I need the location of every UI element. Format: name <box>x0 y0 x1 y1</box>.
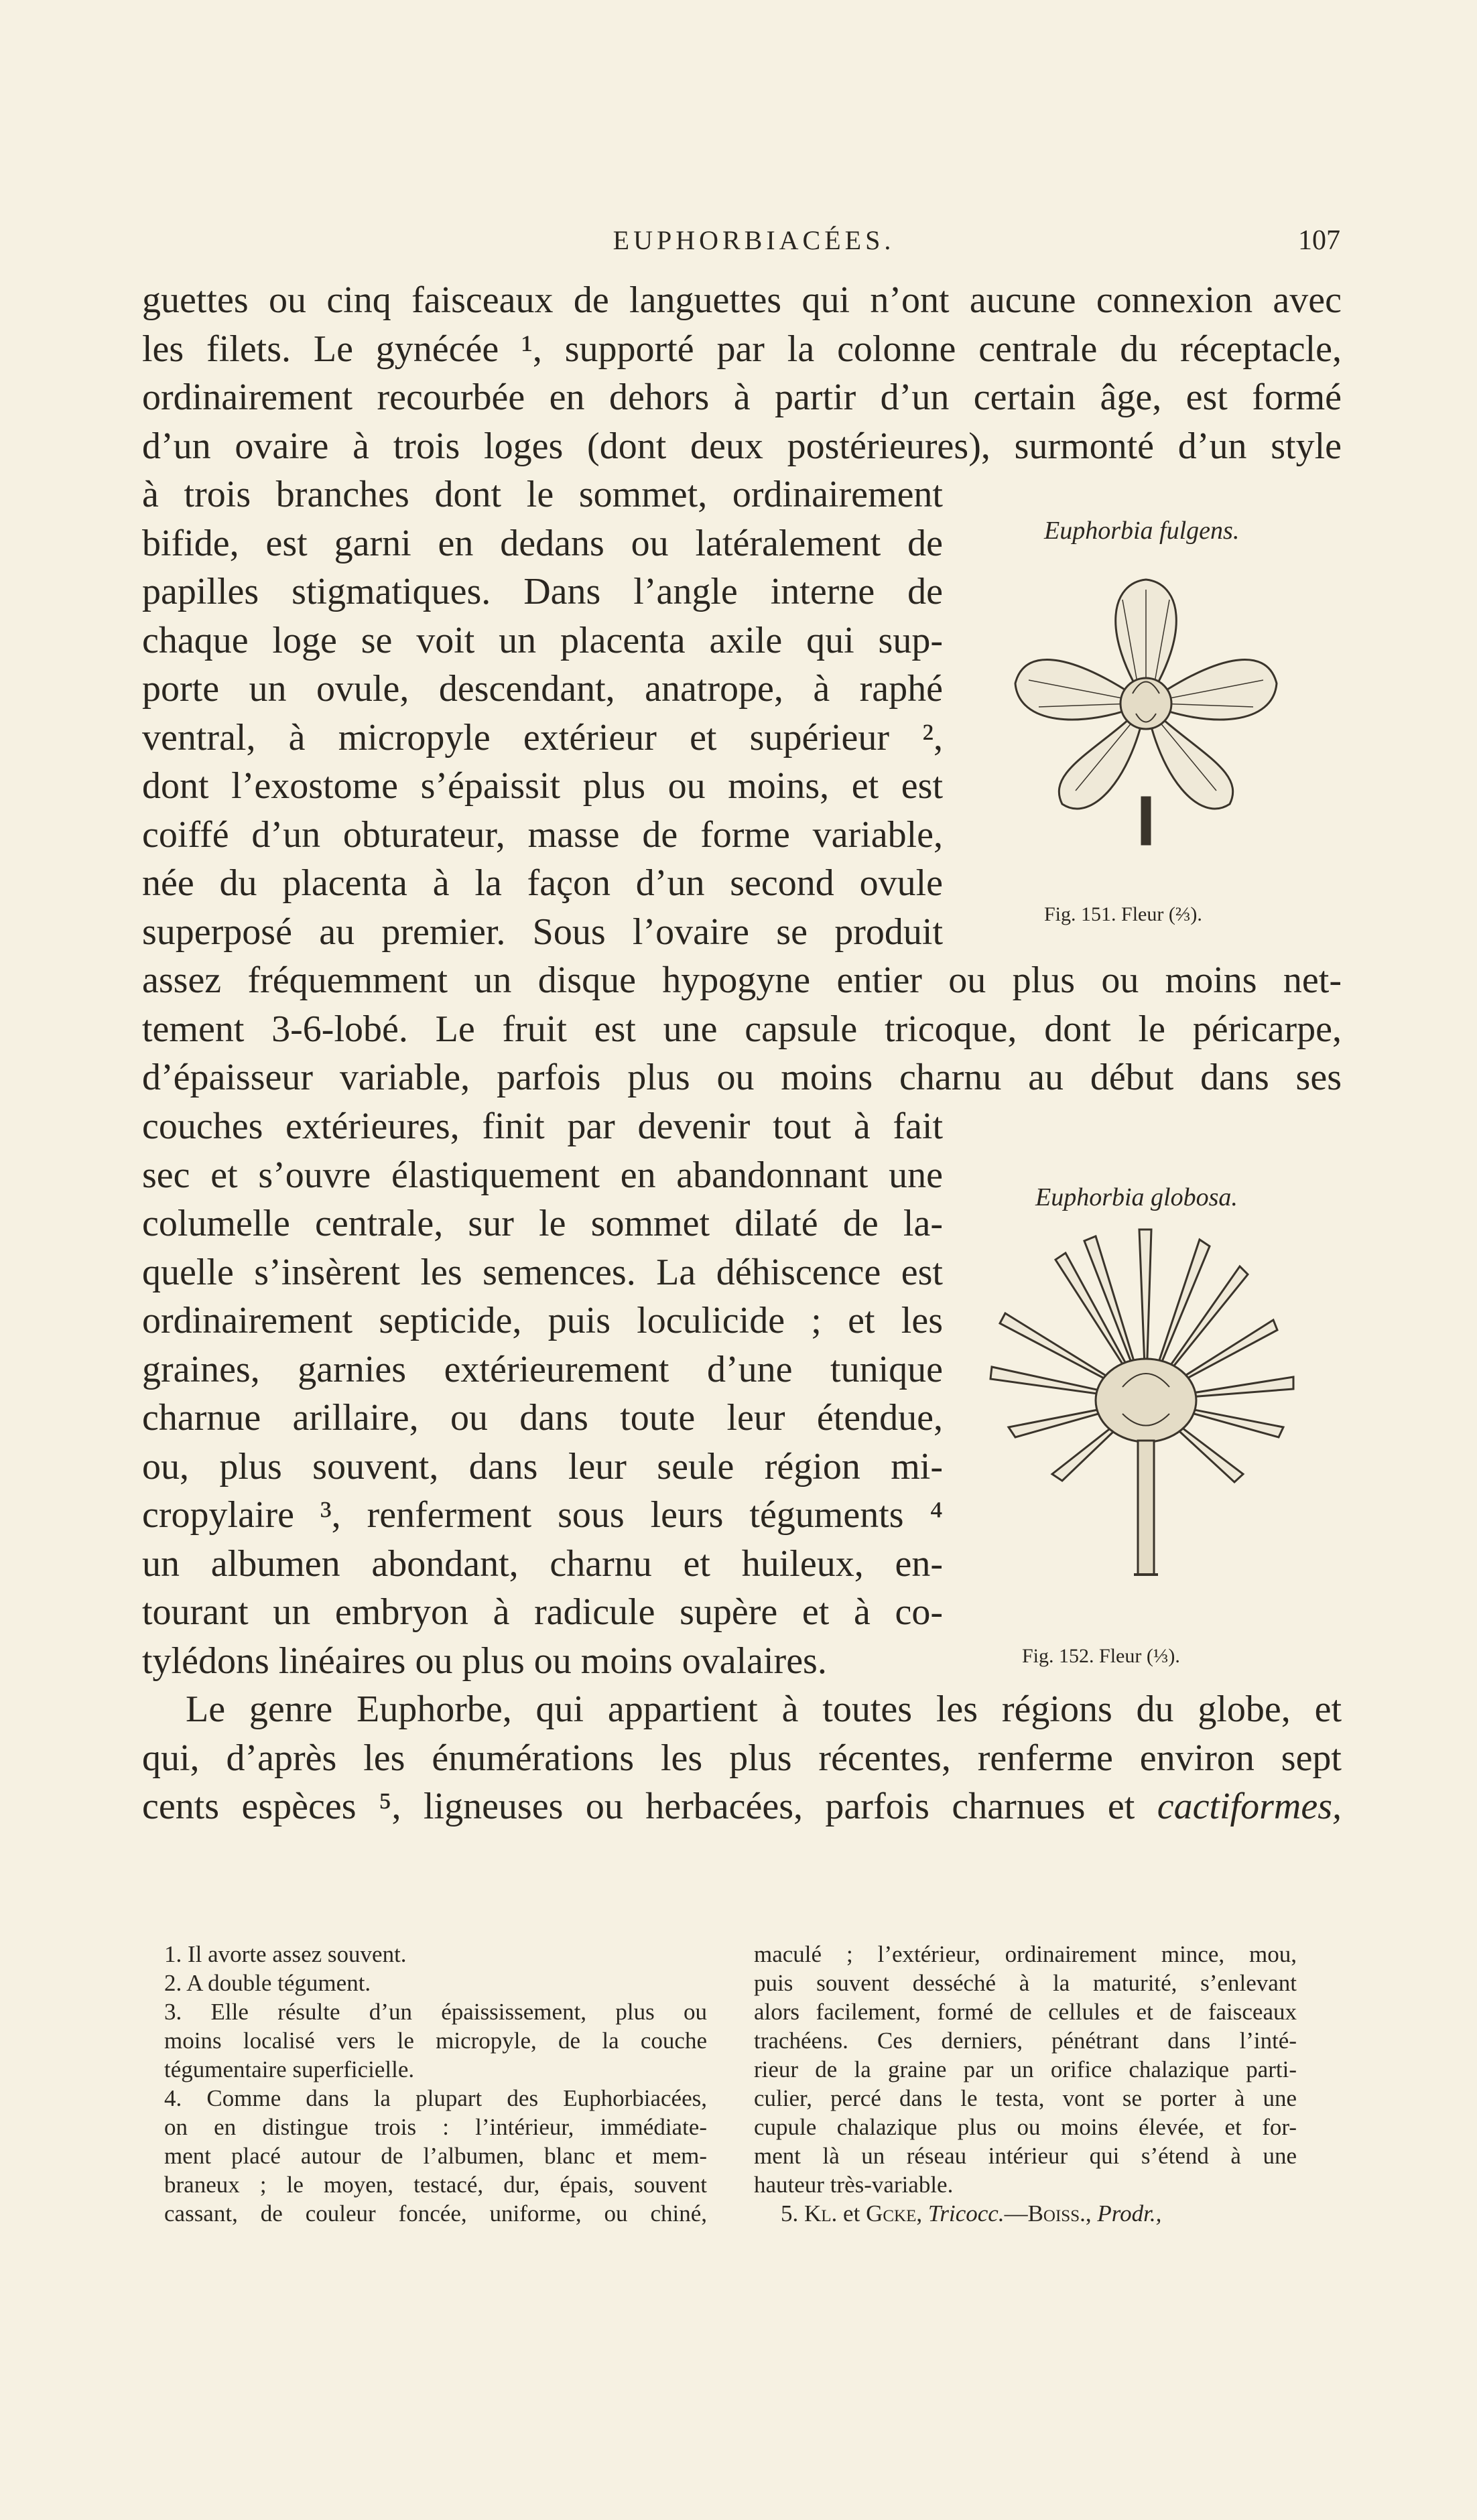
text-line: Le genre Euphorbe, qui appartient à toutes les régions du globe, et <box>186 1688 1342 1730</box>
running-head <box>168 224 1340 265</box>
footnote-3: 3. Elle résulte d’un épaississement, plus ou <box>164 1999 707 2025</box>
footnote-line: alors facilement, formé de cellules et de faisceaux <box>754 1999 1297 2025</box>
work-title: Prodr., <box>1097 2200 1162 2227</box>
paragraph-top <box>142 276 1342 470</box>
text-line: bifide, est garni en dedans ou latéralement de <box>142 522 943 564</box>
footnote-line: ment là un réseau intérieur qui s’étend à une <box>754 2143 1297 2169</box>
text-line: cropylaire ³, renferment sous leurs téguments ⁴ <box>142 1494 943 1536</box>
footnote-line: cupule chalazique plus ou moins élevée, et for- <box>754 2114 1297 2140</box>
page-number: 107 <box>1298 225 1340 256</box>
text-line: à trois branches dont le sommet, ordinairement <box>142 474 943 515</box>
footnote-line: cassant, de couleur foncée, uniforme, ou chiné, <box>164 2200 707 2227</box>
running-title: EUPHORBIACÉES. <box>613 225 895 255</box>
paragraph-left-2 <box>142 1102 943 1685</box>
text-run: cents espèces ⁵, ligneuses ou herbacées, parfois charnues et <box>142 1786 1135 1827</box>
text-line: d’un ovaire à trois loges (dont deux postérieures), surmonté d’un style <box>142 425 1342 467</box>
text-line: ou, plus souvent, dans leur seule région mi- <box>142 1445 943 1487</box>
figure-152-title: Euphorbia globosa. <box>1035 1183 1238 1211</box>
footnote-line: maculé ; l’extérieur, ordinairement mince, mou, <box>754 1941 1297 1967</box>
euphorbia-globosa-flower-illustration <box>978 1226 1313 1601</box>
footnote-5-number: 5. <box>781 2200 799 2227</box>
footnote-line: culier, percé dans le testa, vont se porter à une <box>754 2085 1297 2111</box>
text-line: coiffé d’un obturateur, masse de forme variable, <box>142 813 943 856</box>
text-line: tourant un embryon à radicule supère et à co- <box>142 1591 943 1633</box>
text-line: columelle centrale, sur le sommet dilaté de la- <box>142 1203 943 1244</box>
text-line: qui, d’après les énumérations les plus récentes, renferme environ sept <box>142 1737 1342 1779</box>
footnote-line: trachéens. Ces derniers, pénétrant dans l’inté- <box>754 2028 1297 2054</box>
text-line: quelle s’insèrent les semences. La déhiscence est <box>142 1251 943 1293</box>
footnote-line: puis souvent desséché à la maturité, s’enlevant <box>754 1970 1297 1996</box>
paragraph-middle <box>142 956 1342 1102</box>
euphorbia-fulgens-flower-illustration <box>999 570 1293 864</box>
text-line: guettes ou cinq faisceaux de languettes qui n’ont aucune connexion avec <box>142 279 1342 321</box>
work-title: Tricocc. <box>927 2200 1005 2227</box>
figure-152 <box>958 1183 1334 1678</box>
footnote-line: rieur de la graine par un orifice chalazique parti- <box>754 2056 1297 2082</box>
footnote-line: tégumentaire superficielle. <box>164 2056 415 2082</box>
text-line: née du placenta à la façon d’un second ovule <box>142 862 943 904</box>
text-line: d’épaisseur variable, parfois plus ou moins charnu au début dans ses <box>142 1057 1342 1098</box>
footnote-line: hauteur très-variable. <box>754 2172 954 2198</box>
footnote-1: 1. Il avorte assez souvent. <box>164 1941 407 1967</box>
text-line: tement 3-6-lobé. Le fruit est une capsule tricoque, dont le péricarpe, <box>142 1008 1342 1050</box>
author-abbrev: Kl. <box>804 2200 838 2227</box>
text-line: chaque loge se voit un placenta axile qui sup- <box>142 619 943 661</box>
em-dash: — <box>1004 2200 1028 2227</box>
text-line: ordinairement recourbée en dehors à partir d’un certain âge, est formé <box>142 377 1342 418</box>
author-abbrev: Boiss., <box>1027 2200 1092 2227</box>
italic-word: cactiformes, <box>1157 1786 1342 1827</box>
text-line: superposé au premier. Sous l’ovaire se produit <box>142 911 943 953</box>
text-line: papilles stigmatiques. Dans l’angle interne de <box>142 571 943 612</box>
text-line: couches extérieures, finit par devenir tout à fait <box>142 1106 943 1147</box>
footnote-line: on en distingue trois : l’intérieur, immédiate- <box>164 2114 707 2140</box>
footnote-5 <box>754 2199 1297 2228</box>
footnotes-right-column <box>754 1940 1297 2228</box>
text-line: porte un ovule, descendant, anatrope, à raphé <box>142 668 943 710</box>
text-line: ordinairement septicide, puis loculicide ; et les <box>142 1300 943 1341</box>
paragraph-left-1 <box>142 470 943 956</box>
footnote-4: 4. Comme dans la plupart des Euphorbiacées, <box>164 2085 707 2111</box>
footnotes-left-column <box>164 1940 707 2228</box>
text-line: dont l’exostome s’épaissit plus ou moins, et est <box>142 765 943 807</box>
text-line: tylédons linéaires ou plus ou moins ovalaires. <box>142 1640 827 1682</box>
text-line: graines, garnies extérieurement d’une tunique <box>142 1348 943 1390</box>
figure-151-caption: Fig. 151. Fleur (⅔). <box>1044 903 1202 925</box>
author-abbrev: Gcke, <box>866 2200 923 2227</box>
conjunction: et <box>843 2200 860 2227</box>
paragraph-bottom <box>142 1685 1342 1831</box>
text-line: assez fréquemment un disque hypogyne entier ou plus ou moins net- <box>142 959 1342 1001</box>
footnote-line: moins localisé vers le micropyle, de la couche <box>164 2028 707 2054</box>
text-line: un albumen abondant, charnu et huileux, en- <box>142 1542 943 1585</box>
text-line: les filets. Le gynécée ¹, supporté par la colonne centrale du réceptacle, <box>142 328 1342 370</box>
text-line <box>142 1782 1342 1831</box>
footnote-2: 2. A double tégument. <box>164 1970 371 1996</box>
text-line: sec et s’ouvre élastiquement en abandonnant une <box>142 1154 943 1196</box>
text-line: ventral, à micropyle extérieur et supérieur ², <box>142 716 943 758</box>
text-line: charnue arillaire, ou dans toute leur étendue, <box>142 1397 943 1439</box>
figure-151-title: Euphorbia fulgens. <box>1044 517 1240 545</box>
footnote-line: ment placé autour de l’albumen, blanc et mem- <box>164 2143 707 2169</box>
figure-151 <box>958 516 1334 931</box>
figure-152-caption: Fig. 152. Fleur (⅓). <box>1022 1645 1180 1667</box>
footnote-line: braneux ; le moyen, testacé, dur, épais, souvent <box>164 2172 707 2198</box>
